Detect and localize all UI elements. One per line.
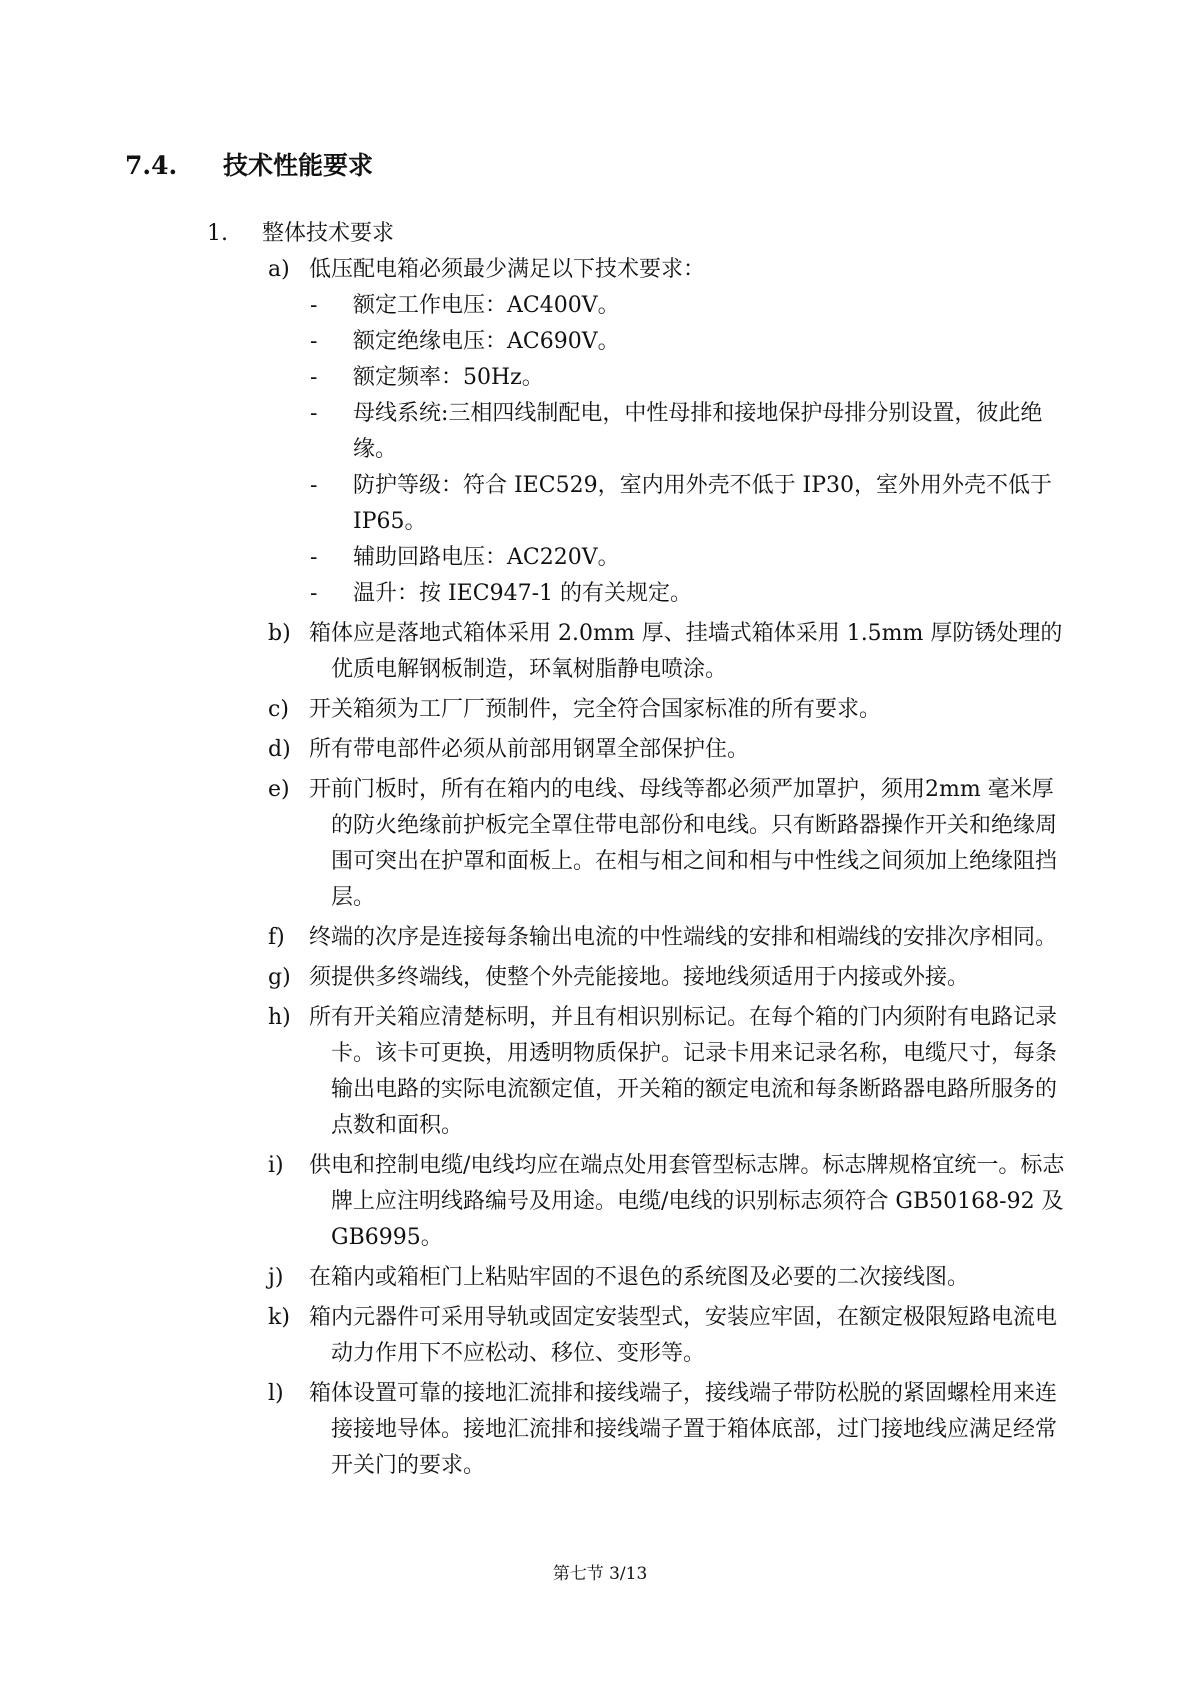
spec-item <box>0 324 1200 360</box>
list-item-e <box>0 772 1200 916</box>
spec-text: 防护等级：符合 IEC529，室内用外壳不低于 IP30，室外用外壳不低于 IP65。 <box>353 473 1053 534</box>
spec-text: 额定绝缘电压：AC690V。 <box>353 329 620 354</box>
item-text: 箱体设置可靠的接地汇流排和接线端子，接线端子带防松脱的紧固螺栓用来连接接地导体。接地汇流排和接线端子置于箱体底部，过门接地线应满足经常开关门的要求。 <box>309 1381 1058 1478</box>
spec-text: 额定频率：50Hz。 <box>353 365 544 390</box>
spec-text: 母线系统:三相四线制配电，中性母排和接地保护母排分别设置，彼此绝缘。 <box>353 401 1043 462</box>
list-heading <box>0 216 1200 252</box>
dash-marker: - <box>310 545 318 570</box>
list-item-d <box>0 732 1200 768</box>
list-item-g <box>0 960 1200 996</box>
list-item-c <box>0 692 1200 728</box>
item-marker: k) <box>268 1305 290 1330</box>
dash-marker: - <box>310 365 318 390</box>
item-text: 开前门板时，所有在箱内的电线、母线等都必须严加罩护，须用2mm 毫米厚的防火绝缘前护板完全罩住带电部份和电线。只有断路器操作开关和绝缘周围可突出在护罩和面板上。在相与相之间和相与中性线之间须加上绝缘阻挡层。 <box>309 777 1058 910</box>
list-item-k <box>0 1300 1200 1372</box>
list-item-b <box>0 616 1200 688</box>
spec-item <box>0 540 1200 576</box>
dash-marker: - <box>310 293 318 318</box>
item-text: 供电和控制电缆/电线均应在端点处用套管型标志牌。标志牌规格宜统一。标志牌上应注明线路编号及用途。电缆/电线的识别标志须符合 GB50168-92 及 GB6995。 <box>309 1153 1065 1250</box>
item-marker: l) <box>268 1381 284 1406</box>
spec-text: 温升：按 IEC947-1 的有关规定。 <box>353 581 692 606</box>
list-item-a <box>0 252 1200 288</box>
spec-item <box>0 576 1200 612</box>
section-heading <box>125 148 373 184</box>
item-text: 终端的次序是连接每条输出电流的中性端线的安排和相端线的安排次序相同。 <box>309 925 1058 950</box>
item-marker: j) <box>268 1265 284 1290</box>
item-marker: h) <box>268 1005 291 1030</box>
item-text: 所有带电部件必须从前部用钢罩全部保护住。 <box>309 737 750 762</box>
section-title: 技术性能要求 <box>223 151 374 180</box>
list-item-h <box>0 1000 1200 1144</box>
item-marker: i) <box>268 1153 284 1178</box>
list-item-j <box>0 1260 1200 1296</box>
list-item-i <box>0 1148 1200 1256</box>
dash-marker: - <box>310 581 318 606</box>
document-body <box>0 216 1200 1484</box>
item-marker: b) <box>268 621 291 646</box>
dash-marker: - <box>310 473 318 498</box>
dash-marker: - <box>310 401 318 426</box>
item-marker: d) <box>268 737 291 762</box>
dash-marker: - <box>310 329 318 354</box>
item-text: 开关箱须为工厂厂预制件，完全符合国家标准的所有要求。 <box>309 697 882 722</box>
spec-text: 辅助回路电压：AC220V。 <box>353 545 620 570</box>
list-marker: 1. <box>207 221 228 246</box>
spec-text: 额定工作电压：AC400V。 <box>353 293 620 318</box>
item-marker: g) <box>268 965 291 990</box>
section-number: 7.4. <box>125 151 178 180</box>
spec-item <box>0 396 1200 468</box>
item-text: 在箱内或箱柜门上粘贴牢固的不退色的系统图及必要的二次接线图。 <box>309 1265 970 1290</box>
list-item-f <box>0 920 1200 956</box>
item-text: 箱内元器件可采用导轨或固定安装型式，安装应牢固，在额定极限短路电流电动力作用下不应松动、移位、变形等。 <box>309 1305 1058 1366</box>
spec-item <box>0 468 1200 540</box>
page-footer <box>0 1562 1200 1586</box>
spec-item <box>0 288 1200 324</box>
item-marker: e) <box>268 777 290 802</box>
item-marker: a) <box>268 257 290 282</box>
spec-item <box>0 360 1200 396</box>
item-text: 须提供多终端线，使整个外壳能接地。接地线须适用于内接或外接。 <box>309 965 970 990</box>
list-item-l <box>0 1376 1200 1484</box>
list-title: 整体技术要求 <box>262 221 395 246</box>
item-text: 低压配电箱必须最少满足以下技术要求： <box>309 257 706 282</box>
item-marker: f) <box>268 925 285 950</box>
item-marker: c) <box>268 697 289 722</box>
item-text: 所有开关箱应清楚标明，并且有相识别标记。在每个箱的门内须附有电路记录卡。该卡可更换，用透明物质保护。记录卡用来记录名称，电缆尺寸，每条输出电路的实际电流额定值，开关箱的额定电流和每条断路器电路所服务的点数和面积。 <box>309 1005 1058 1138</box>
item-text: 箱体应是落地式箱体采用 2.0mm 厚、挂墙式箱体采用 1.5mm 厚防锈处理的优质电解钢板制造，环氧树脂静电喷涂。 <box>309 621 1063 682</box>
page-number: 第七节 3/13 <box>552 1564 648 1584</box>
